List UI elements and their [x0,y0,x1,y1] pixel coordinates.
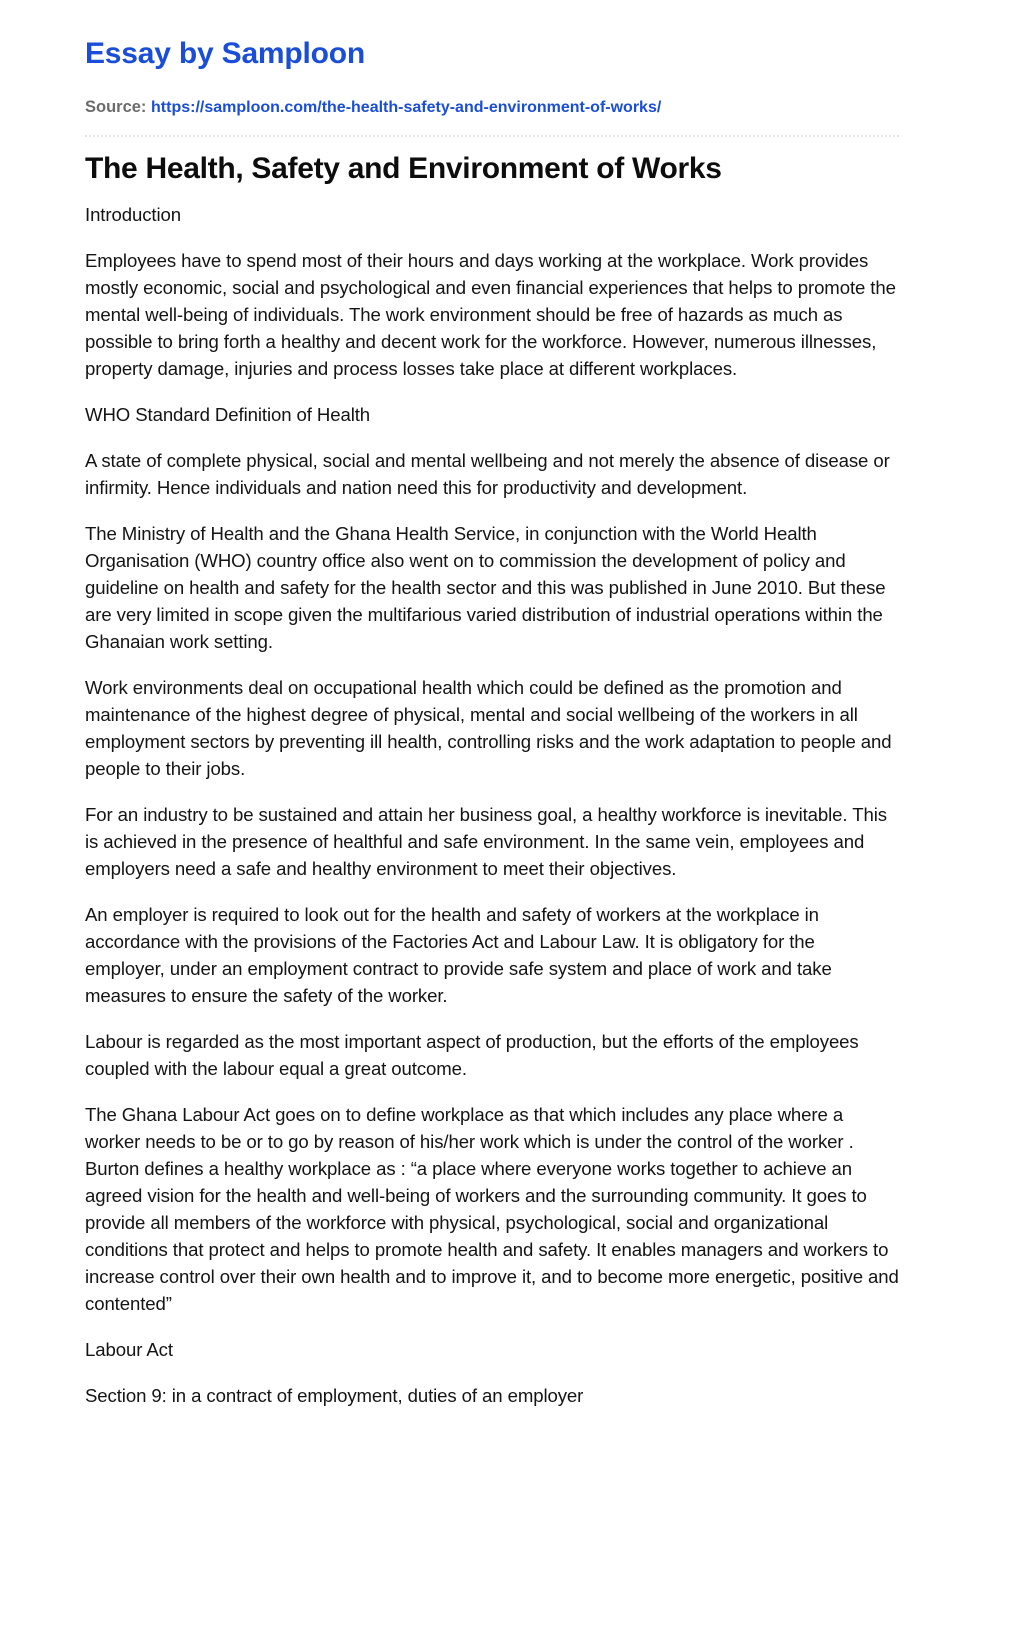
article-title: The Health, Safety and Environment of Works [85,152,722,185]
article-body [85,201,899,1409]
paragraph: A state of complete physical, social and mental wellbeing and not merely the absence of disease or infirmity. Hence individuals and nation need this for productivity and development. [85,450,890,498]
section-heading-labour-act: Labour Act [85,1339,173,1360]
page [85,0,899,1428]
divider [85,135,899,137]
paragraph: Work environments deal on occupational health which could be defined as the promotion and maintenance of the highest degree of physical, mental and social wellbeing of the workers in all employment sectors by preventing ill health, controlling risks and the work adaptation to people and people to their jobs. [85,677,892,779]
paragraph: Section 9: in a contract of employment, duties of an employer [85,1385,584,1406]
source-line [85,96,899,119]
paragraph: Labour is regarded as the most important aspect of production, but the efforts of the employees coupled with the labour equal a great outcome. [85,1031,859,1079]
brand-title: Essay by Samploon [85,37,366,70]
paragraph: An employer is required to look out for the health and safety of workers at the workplace in accordance with the provisions of the Factories Act and Labour Law. It is obligatory for the employer, under an employment contract to provide safe system and place of work and take measures to ensure the safety of the worker. [85,904,832,1006]
source-label: Source: [85,98,147,116]
section-heading-who-definition: WHO Standard Definition of Health [85,404,371,425]
paragraph: The Ministry of Health and the Ghana Health Service, in conjunction with the World Health Organisation (WHO) country office also went on to commission the development of policy and guideline on health and safety for the health sector and this was published in June 2010. But these are very limited in scope given the multifarious varied distribution of industrial operations within the Ghanaian work setting. [85,523,886,652]
paragraph: Employees have to spend most of their hours and days working at the workplace. Work provides mostly economic, social and psychological and even financial experiences that helps to promote the mental well-being of individuals. The work environment should be free of hazards as much as possible to bring forth a healthy and decent work for the workforce. However, numerous illnesses, property damage, injuries and process losses take place at different workplaces. [85,250,896,379]
section-heading-introduction: Introduction [85,204,181,225]
paragraph: The Ghana Labour Act goes on to define workplace as that which includes any place where a worker needs to be or to go by reason of his/her work which is under the control of the worker . Burton defines a healthy workplace as : “a place where everyone works together to achieve an agreed vision for the health and well-being of workers and the surrounding community. It goes to provide all members of the workforce with physical, psychological, social and organizational conditions that protect and helps to promote health and safety. It enables managers and workers to increase control over their own health and to improve it, and to become more energetic, positive and contented” [85,1104,899,1314]
paragraph: For an industry to be sustained and attain her business goal, a healthy workforce is inevitable. This is achieved in the presence of healthful and safe environment. In the same vein, employees and employers need a safe and healthy environment to meet their objectives. [85,804,887,879]
source-link[interactable]: https://samploon.com/the-health-safety-and-environment-of-works/ [151,99,662,116]
